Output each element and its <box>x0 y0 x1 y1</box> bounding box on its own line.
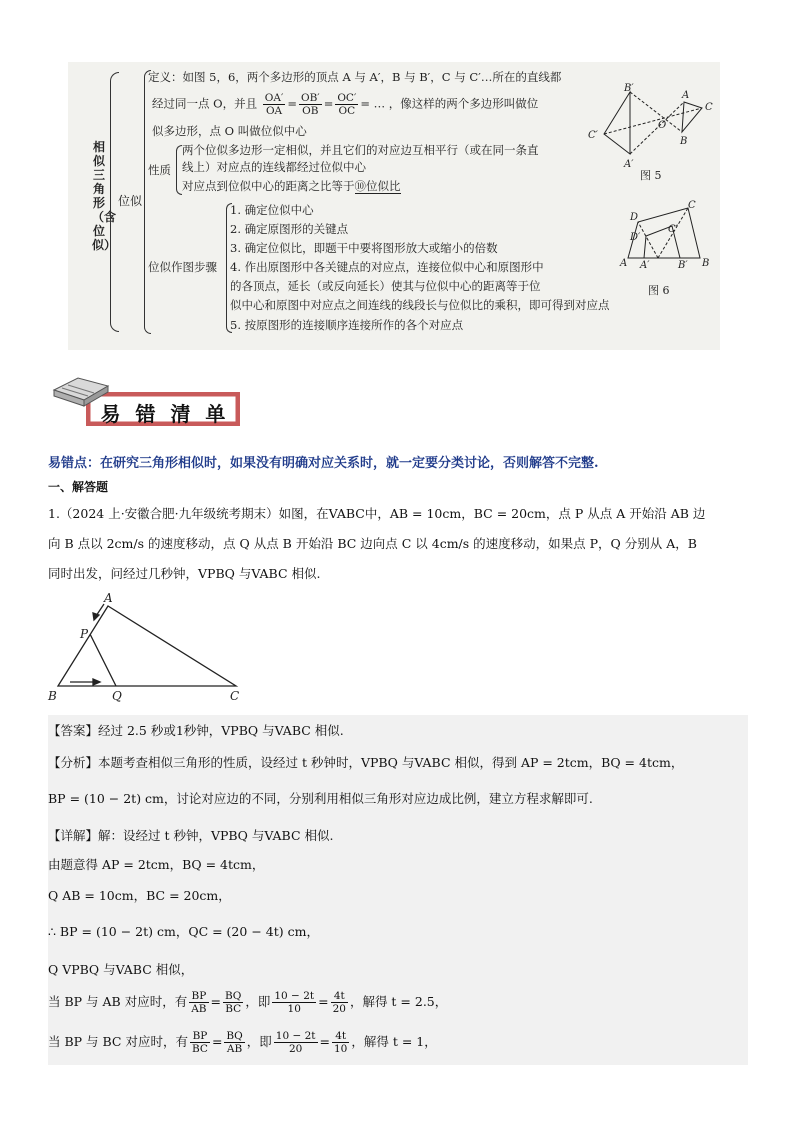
case-text: ，即 <box>246 1034 272 1049</box>
label-c-prime: C′ <box>668 224 678 235</box>
label-a-prime: A′ <box>640 260 650 270</box>
step-4: 4. 作出原图形中各关键点的对应点，连接位似中心和原图形中 <box>230 260 544 274</box>
steps-label: 位似作图步骤 <box>148 260 217 274</box>
fraction <box>223 990 243 1015</box>
property-line-1: 两个位似多边形一定相似，并且它们的对应边互相平行（或在同一条直 <box>182 143 539 157</box>
fraction <box>224 1030 244 1055</box>
label-b: B <box>48 689 57 703</box>
fraction-denominator: 10 <box>287 1003 301 1015</box>
detail-line-3: Q AB = 10cm，BC = 20cm， <box>48 888 231 903</box>
fraction <box>331 990 348 1015</box>
fraction-numerator: OA′ <box>264 92 284 104</box>
fraction-numerator: 4t <box>331 990 348 1003</box>
label-b: B <box>702 258 710 269</box>
triangle-a-prime <box>604 92 630 154</box>
fraction-denominator: OC <box>338 105 356 117</box>
label-c-prime: C′ <box>588 130 598 141</box>
detail-line-2: 由题意得 AP = 2tcm，BQ = 4tcm， <box>48 857 265 872</box>
label-c: C <box>230 689 240 703</box>
label-b-prime: B′ <box>678 260 688 270</box>
step-4-cont-1: 的各顶点，延长（或反向延长）使其与位似中心的距离等于位 <box>230 279 541 293</box>
figure-6-caption: 图 6 <box>648 284 670 297</box>
fill-blank-answer: ⑩位似比 <box>354 179 401 193</box>
property-text: 对应点到位似中心的距离之比等于 <box>182 179 355 193</box>
badge-title: 易 错 清 单 <box>100 402 230 426</box>
topic-vertical-title: 相似三角形（含位似） <box>92 140 117 252</box>
label-a: A <box>620 258 628 269</box>
detail-line-1: 【详解】解：设经过 t 秒钟，VPBQ 与VABC 相似. <box>48 828 334 843</box>
step-1: 1. 确定位似中心 <box>230 203 314 217</box>
fraction <box>335 92 358 117</box>
property-line-3 <box>182 179 401 193</box>
label-p: P <box>80 627 89 641</box>
fraction-numerator: OB′ <box>300 92 320 104</box>
case-text: 当 BP 与 AB 对应时，有 <box>48 994 188 1009</box>
fraction <box>190 1030 210 1055</box>
fraction-denominator: BC <box>225 1003 242 1015</box>
fraction-numerator: BQ <box>225 990 242 1002</box>
fraction <box>299 92 322 117</box>
problem-line-1: 1.（2024 上·安徽合肥·九年级统考期末）如图，在VABC中，AB = 10cm，BC = 20cm，点 P 从点 A 开始沿 AB 边 <box>48 506 706 521</box>
label-d: D <box>630 212 639 223</box>
case-1-line: 当 BP 与 AB 对应时，有 $\frac{BP}{AB}$ = $\frac{BQ}{BC}$ ，即 $\frac{10 - 2t}{10}$ = $\frac{4t}{20}$ ，解得 t = 2.5， <box>48 990 448 1015</box>
fraction-numerator: BP <box>189 990 208 1003</box>
case-text: 当 BP 与 BC 对应时，有 <box>48 1034 188 1049</box>
fraction-numerator: BQ <box>226 1030 243 1042</box>
step-4-cont-2: 似中心和原图中对应点之间连线的线段长与位似比的乘积，即可得到对应点 <box>230 298 610 312</box>
label-b: B <box>680 136 688 147</box>
answer-line: 【答案】经过 2.5 秒或1秒钟，VPBQ 与VABC 相似. <box>48 723 344 738</box>
label-o: O <box>658 120 667 131</box>
label-c: C <box>705 102 713 113</box>
definition-text: 经过同一点 O，并且 <box>152 96 258 111</box>
property-line-2: 线上）对应点的连线都经过位似中心 <box>182 160 366 174</box>
fraction-denominator: 10 <box>333 1043 348 1055</box>
fraction-numerator: 10 − 2t <box>275 1030 316 1042</box>
label-b-prime: B′ <box>624 83 634 94</box>
fraction-denominator: 20 <box>332 1003 346 1015</box>
fraction <box>263 92 286 117</box>
label-a: A <box>104 592 113 605</box>
fraction-denominator: AB <box>226 1043 243 1055</box>
problem-figure <box>40 592 250 706</box>
mistake-note: 易错点：在研究三角形相似时，如果没有明确对应关系时，就一定要分类讨论，否则解答不完整. <box>48 456 599 471</box>
fraction-numerator: BP <box>190 1030 210 1043</box>
fraction-denominator: OB <box>302 105 319 117</box>
step-5: 5. 按原图形的连接顺序连接所作的各个对应点 <box>230 318 464 332</box>
fraction <box>274 1030 318 1055</box>
definition-line-1: 定义：如图 5，6，两个多边形的顶点 A 与 A′，B 与 B′，C 与 C′…所在的直线都 <box>148 70 562 84</box>
problem-line-2: 向 B 点以 2cm/s 的速度移动，点 Q 从点 B 开始沿 BC 边向点 C 以 4cm/s 的速度移动，如果点 P，Q 分别从 A，B <box>48 536 697 551</box>
fraction-numerator: 4t <box>332 1030 349 1043</box>
figure-6 <box>618 198 718 270</box>
branch-label: 位似 <box>118 194 143 208</box>
detail-line-5: Q VPBQ 与VABC 相似， <box>48 962 194 977</box>
section-badge <box>48 372 244 430</box>
fraction-numerator: 10 − 2t <box>274 990 315 1002</box>
fraction <box>189 990 208 1015</box>
fraction <box>332 1030 349 1055</box>
triangle-abc <box>58 606 236 686</box>
label-c: C <box>688 200 696 211</box>
case-text: ，解得 t = 2.5， <box>349 994 448 1009</box>
fraction-denominator: OA <box>265 105 283 117</box>
label-a-prime: A′ <box>624 159 634 170</box>
label-d-prime: D′ <box>630 232 641 243</box>
label-a: A <box>682 90 690 101</box>
label-q: Q <box>112 689 122 703</box>
fraction-denominator: AB <box>191 1003 207 1015</box>
analysis-line-1: 【分析】本题考查相似三角形的性质，设经过 t 秒钟时，VPBQ 与VABC 相似，得到 AP = 2tcm，BQ = 4tcm， <box>48 755 684 770</box>
detail-line-4: ∴ BP = (10 − 2t) cm，QC = (20 − 4t) cm， <box>48 924 319 939</box>
fraction-denominator: 20 <box>288 1043 303 1055</box>
segment-pq <box>90 634 116 686</box>
step-3: 3. 确定位似比，即题干中要将图形放大或缩小的倍数 <box>230 241 498 255</box>
section-heading: 一、解答题 <box>48 480 109 494</box>
branch-brace <box>144 70 151 334</box>
fraction-numerator: OC′ <box>337 92 357 104</box>
case-text: ，即 <box>245 994 271 1009</box>
analysis-line-2: BP = (10 − 2t) cm，讨论对应边的不同，分别利用相似三角形对应边成比例，建立方程求解即可. <box>48 791 593 806</box>
definition-line-2: 经过同一点 O，并且 $\frac{OA'}{OA}$ = $\frac{OB'}{OB}$ = $\frac{OC'}{OC}$ = … ，像这样的两个多边形叫做位 <box>152 92 539 117</box>
case-text: ，解得 t = 1， <box>351 1034 437 1049</box>
figure-5-caption: 图 5 <box>640 169 662 182</box>
case-2-line: 当 BP 与 BC 对应时，有 $\frac{BP}{BC}$ = $\frac{BQ}{AB}$ ，即 $\frac{10 - 2t}{20}$ = $\frac{4t}{10}$ ，解得 t = 1， <box>48 1030 437 1055</box>
fraction-denominator: BC <box>191 1043 208 1055</box>
problem-line-3: 同时出发，问经过几秒钟，VPBQ 与VABC 相似. <box>48 566 321 581</box>
triangle-abc <box>682 102 702 132</box>
fraction <box>272 990 316 1015</box>
property-label: 性质 <box>148 163 171 177</box>
definition-line-3: 似多边形，点 O 叫做位似中心 <box>152 124 307 138</box>
step-2: 2. 确定原图形的关键点 <box>230 222 349 236</box>
definition-text: = … ，像这样的两个多边形叫做位 <box>360 96 539 111</box>
